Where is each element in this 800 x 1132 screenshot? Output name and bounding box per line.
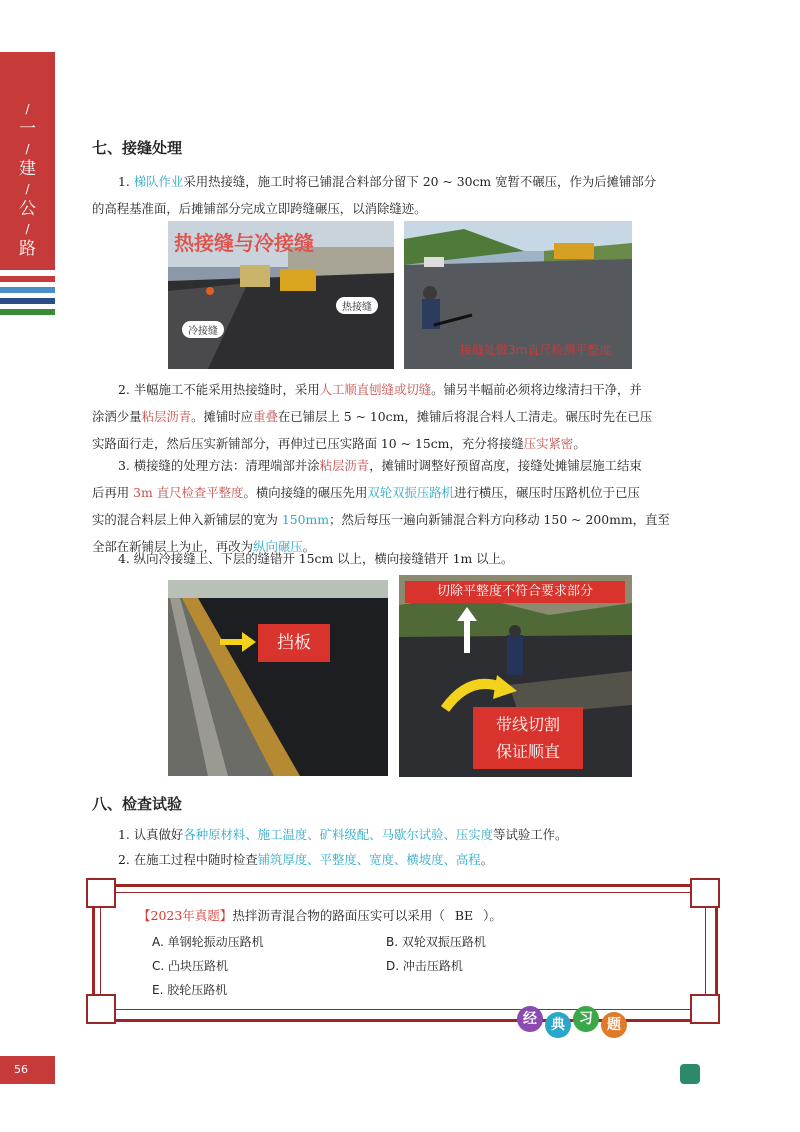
page-number: 56 bbox=[14, 1063, 28, 1076]
cut-method-line-1: 带线切割 bbox=[495, 715, 560, 734]
paragraph-1: 1. 梯队作业采用热接缝，施工时将已铺混合料部分留下 20 ~ 30cm 宽暂不碾压，作为后摊铺部分 的高程基准面，后摊铺部分完成立即跨缝碾压，以消除缝迹。 bbox=[92, 174, 657, 216]
chapter-side-title: / 一 / 建 / 公 / 路 bbox=[0, 102, 55, 262]
side-stripe-navy bbox=[0, 298, 55, 304]
right-arrow-icon bbox=[220, 632, 256, 652]
option-d: D. 冲击压路机 bbox=[386, 959, 463, 973]
cut-method-box bbox=[473, 707, 583, 769]
photo-cutting bbox=[399, 575, 632, 777]
side-char-1: 一 bbox=[19, 119, 36, 139]
exercise-tag: 【2023年真题】 bbox=[138, 908, 233, 923]
paragraph-2: 2. 半幅施工不能采用热接缝时，采用人工顺直刨缝或切缝。铺另半幅前必须将边缘清扫干净，并 涂洒少量粘层沥青。摊铺时应重叠在已铺层上 5 ~ 10cm，摊铺后将混合料人工清走。碾压时先在已压 实路面行走，然后压实新铺部分，再伸过已压实路面 10 ~ 15cm，充分将接缝压实紧密。 bbox=[92, 382, 653, 451]
side-stripe-red bbox=[0, 276, 55, 282]
cut-method-line-2: 保证顺直 bbox=[495, 742, 560, 761]
section-heading-8: 八、检查试验 bbox=[92, 795, 183, 813]
term-team-operation: 梯队作业 bbox=[133, 174, 184, 189]
baffle-label: 挡板 bbox=[258, 624, 330, 662]
photo-straightedge-check bbox=[404, 221, 632, 369]
up-arrow-icon bbox=[457, 607, 477, 653]
cut-section-banner: 切除平整度不符合要求部分 bbox=[405, 581, 625, 603]
side-stripe-green bbox=[0, 309, 55, 315]
paragraph-8-1: 1. 认真做好各种原材料、施工温度、矿料级配、马歇尔试验、压实度等试验工作。 bbox=[118, 827, 568, 842]
photo-baffle-image bbox=[168, 580, 388, 776]
page-number-tab bbox=[0, 1056, 55, 1084]
exercise-question: 【2023年真题】热拌沥青混合物的路面压实可以采用（ BE ）。 bbox=[138, 908, 502, 923]
cold-joint-tag: 冷接缝 bbox=[182, 321, 224, 338]
photo-hot-cold-joint bbox=[168, 221, 394, 369]
frame-corner-ornament bbox=[690, 994, 720, 1024]
photo-baffle bbox=[168, 580, 388, 776]
publisher-logo bbox=[680, 1064, 700, 1084]
photo1-title: 热接缝与冷接缝 bbox=[174, 231, 314, 255]
badge-char-4: 题 bbox=[601, 1012, 627, 1038]
badge-char-3: 习 bbox=[573, 1006, 599, 1032]
side-stripe-blue bbox=[0, 287, 55, 293]
option-a: A. 单钢轮振动压路机 bbox=[152, 935, 264, 949]
photo2-caption: 接缝处做3m直尺检测平整度 bbox=[460, 343, 612, 357]
section-heading-7: 七、接缝处理 bbox=[92, 139, 183, 157]
option-e: E. 胶轮压路机 bbox=[152, 983, 228, 997]
paragraph-8-2: 2. 在施工过程中随时检查铺筑厚度、平整度、宽度、横坡度、高程。 bbox=[118, 852, 494, 867]
paragraph-4: 4. 纵向冷接缝上、下层的缝错开 15cm 以上，横向接缝错开 1m 以上。 bbox=[118, 551, 514, 566]
badge-char-2: 典 bbox=[545, 1012, 571, 1038]
chapter-side-tab bbox=[0, 52, 55, 270]
frame-corner-ornament bbox=[690, 878, 720, 908]
frame-corner-ornament bbox=[86, 994, 116, 1024]
paragraph-3: 3. 横接缝的处理方法：清理端部并涂粘层沥青，摊铺时调整好预留高度，接缝处摊铺层施工结束 后再用 3m 直尺检查平整度。横向接缝的碾压先用双轮双振压路机进行横压，碾压时压路机位于已压 实的混合料层上伸入新铺层的宽为 150mm；然后每压一遍向新铺混合料方向移动 150 ~ 200mm，直至 全部在新铺层上为止，再改为纵向碾压。 bbox=[92, 458, 670, 554]
hot-joint-tag: 热接缝 bbox=[336, 297, 378, 314]
option-b: B. 双轮双振压路机 bbox=[386, 935, 486, 949]
option-c: C. 凸块压路机 bbox=[152, 959, 229, 973]
side-char-4: 路 bbox=[19, 239, 36, 259]
side-char-2: 建 bbox=[19, 159, 36, 179]
frame-corner-ornament bbox=[86, 878, 116, 908]
side-char-3: 公 bbox=[19, 199, 36, 219]
badge-char-1: 经 bbox=[517, 1006, 543, 1032]
exercise-answer: BE bbox=[454, 908, 474, 923]
